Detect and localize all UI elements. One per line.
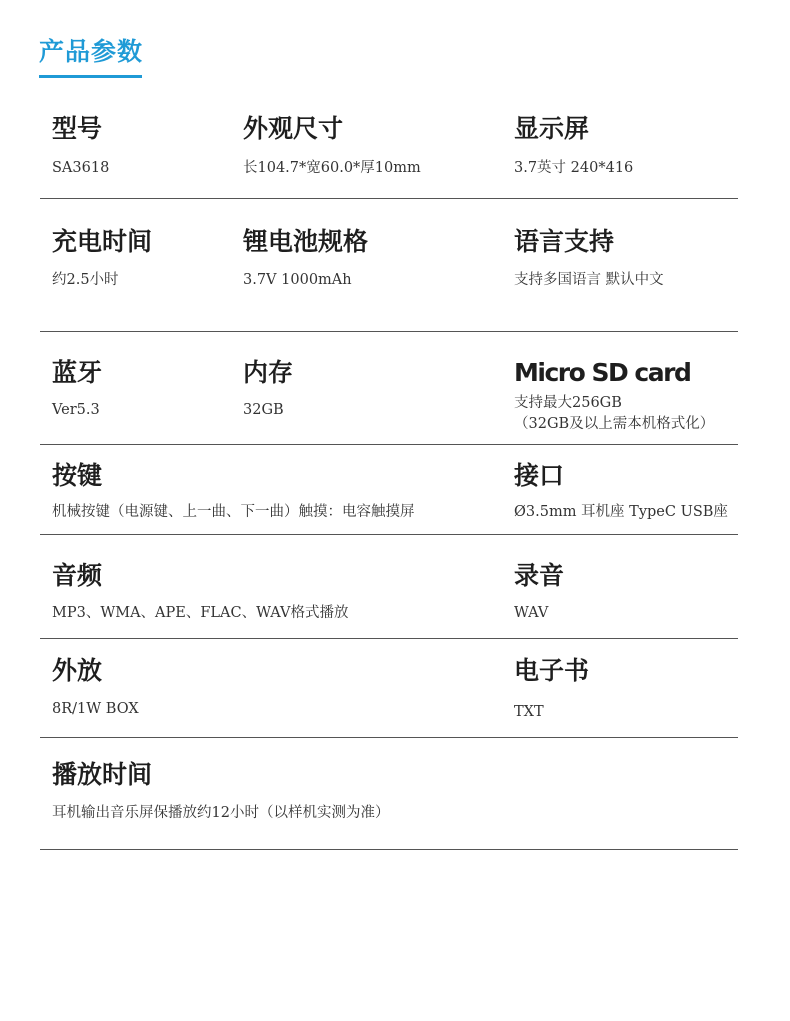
spec-label-recording: 录音 xyxy=(514,561,565,590)
spec-row-6 xyxy=(40,639,738,738)
spec-row-7 xyxy=(40,738,738,850)
spec-label-display: 显示屏 xyxy=(514,114,590,143)
spec-value-playback-time: 耳机输出音乐屏保播放约12小时（以样机实测为准） xyxy=(52,805,390,821)
spec-label-memory: 内存 xyxy=(243,358,294,387)
spec-label-ebook: 电子书 xyxy=(514,656,590,685)
section-title-underline xyxy=(39,75,142,78)
spec-value-language: 支持多国语言 默认中文 xyxy=(514,272,664,288)
spec-row-2 xyxy=(40,199,738,332)
spec-value-model: SA3618 xyxy=(52,160,110,176)
spec-value-audio: MP3、WMA、APE、FLAC、WAV格式播放 xyxy=(52,605,349,621)
spec-row-4 xyxy=(40,445,738,535)
spec-label-language: 语言支持 xyxy=(514,227,615,256)
spec-value-display: 3.7英寸 240*416 xyxy=(514,160,634,176)
spec-label-charge-time: 充电时间 xyxy=(52,227,153,256)
spec-value-battery: 3.7V 1000mAh xyxy=(243,272,352,288)
spec-label-speaker: 外放 xyxy=(52,656,103,685)
spec-label-microsd: Micro SD card xyxy=(514,358,691,387)
spec-label-model: 型号 xyxy=(52,114,103,143)
spec-row-5 xyxy=(40,535,738,639)
spec-label-audio: 音频 xyxy=(52,561,103,590)
spec-label-playback-time: 播放时间 xyxy=(52,760,153,789)
spec-value-speaker: 8R/1W BOX xyxy=(52,701,139,717)
spec-value-memory: 32GB xyxy=(243,402,284,418)
spec-label-interface: 接口 xyxy=(514,461,565,490)
spec-value-charge-time: 约2.5小时 xyxy=(52,272,119,288)
spec-value-bluetooth: Ver5.3 xyxy=(52,402,100,418)
spec-row-1 xyxy=(40,88,738,199)
spec-label-battery: 锂电池规格 xyxy=(243,227,369,256)
spec-label-bluetooth: 蓝牙 xyxy=(52,358,103,387)
spec-row-3 xyxy=(40,332,738,445)
spec-value-microsd: 支持最大256GB xyxy=(514,395,622,411)
spec-table xyxy=(40,88,738,850)
spec-value-buttons: 机械按键（电源键、上一曲、下一曲）触摸：电容触摸屏 xyxy=(52,504,415,520)
spec-value-ebook: TXT xyxy=(514,704,544,720)
spec-label-buttons: 按键 xyxy=(52,461,103,490)
spec-label-dimensions: 外观尺寸 xyxy=(243,114,344,143)
spec-value-interface: Ø3.5mm 耳机座 TypeC USB座 xyxy=(514,504,728,520)
section-title: 产品参数 xyxy=(39,37,144,66)
spec-value-microsd-note: （32GB及以上需本机格式化） xyxy=(514,416,715,432)
spec-value-dimensions: 长104.7*宽60.0*厚10mm xyxy=(243,160,421,176)
spec-value-recording: WAV xyxy=(514,605,549,621)
